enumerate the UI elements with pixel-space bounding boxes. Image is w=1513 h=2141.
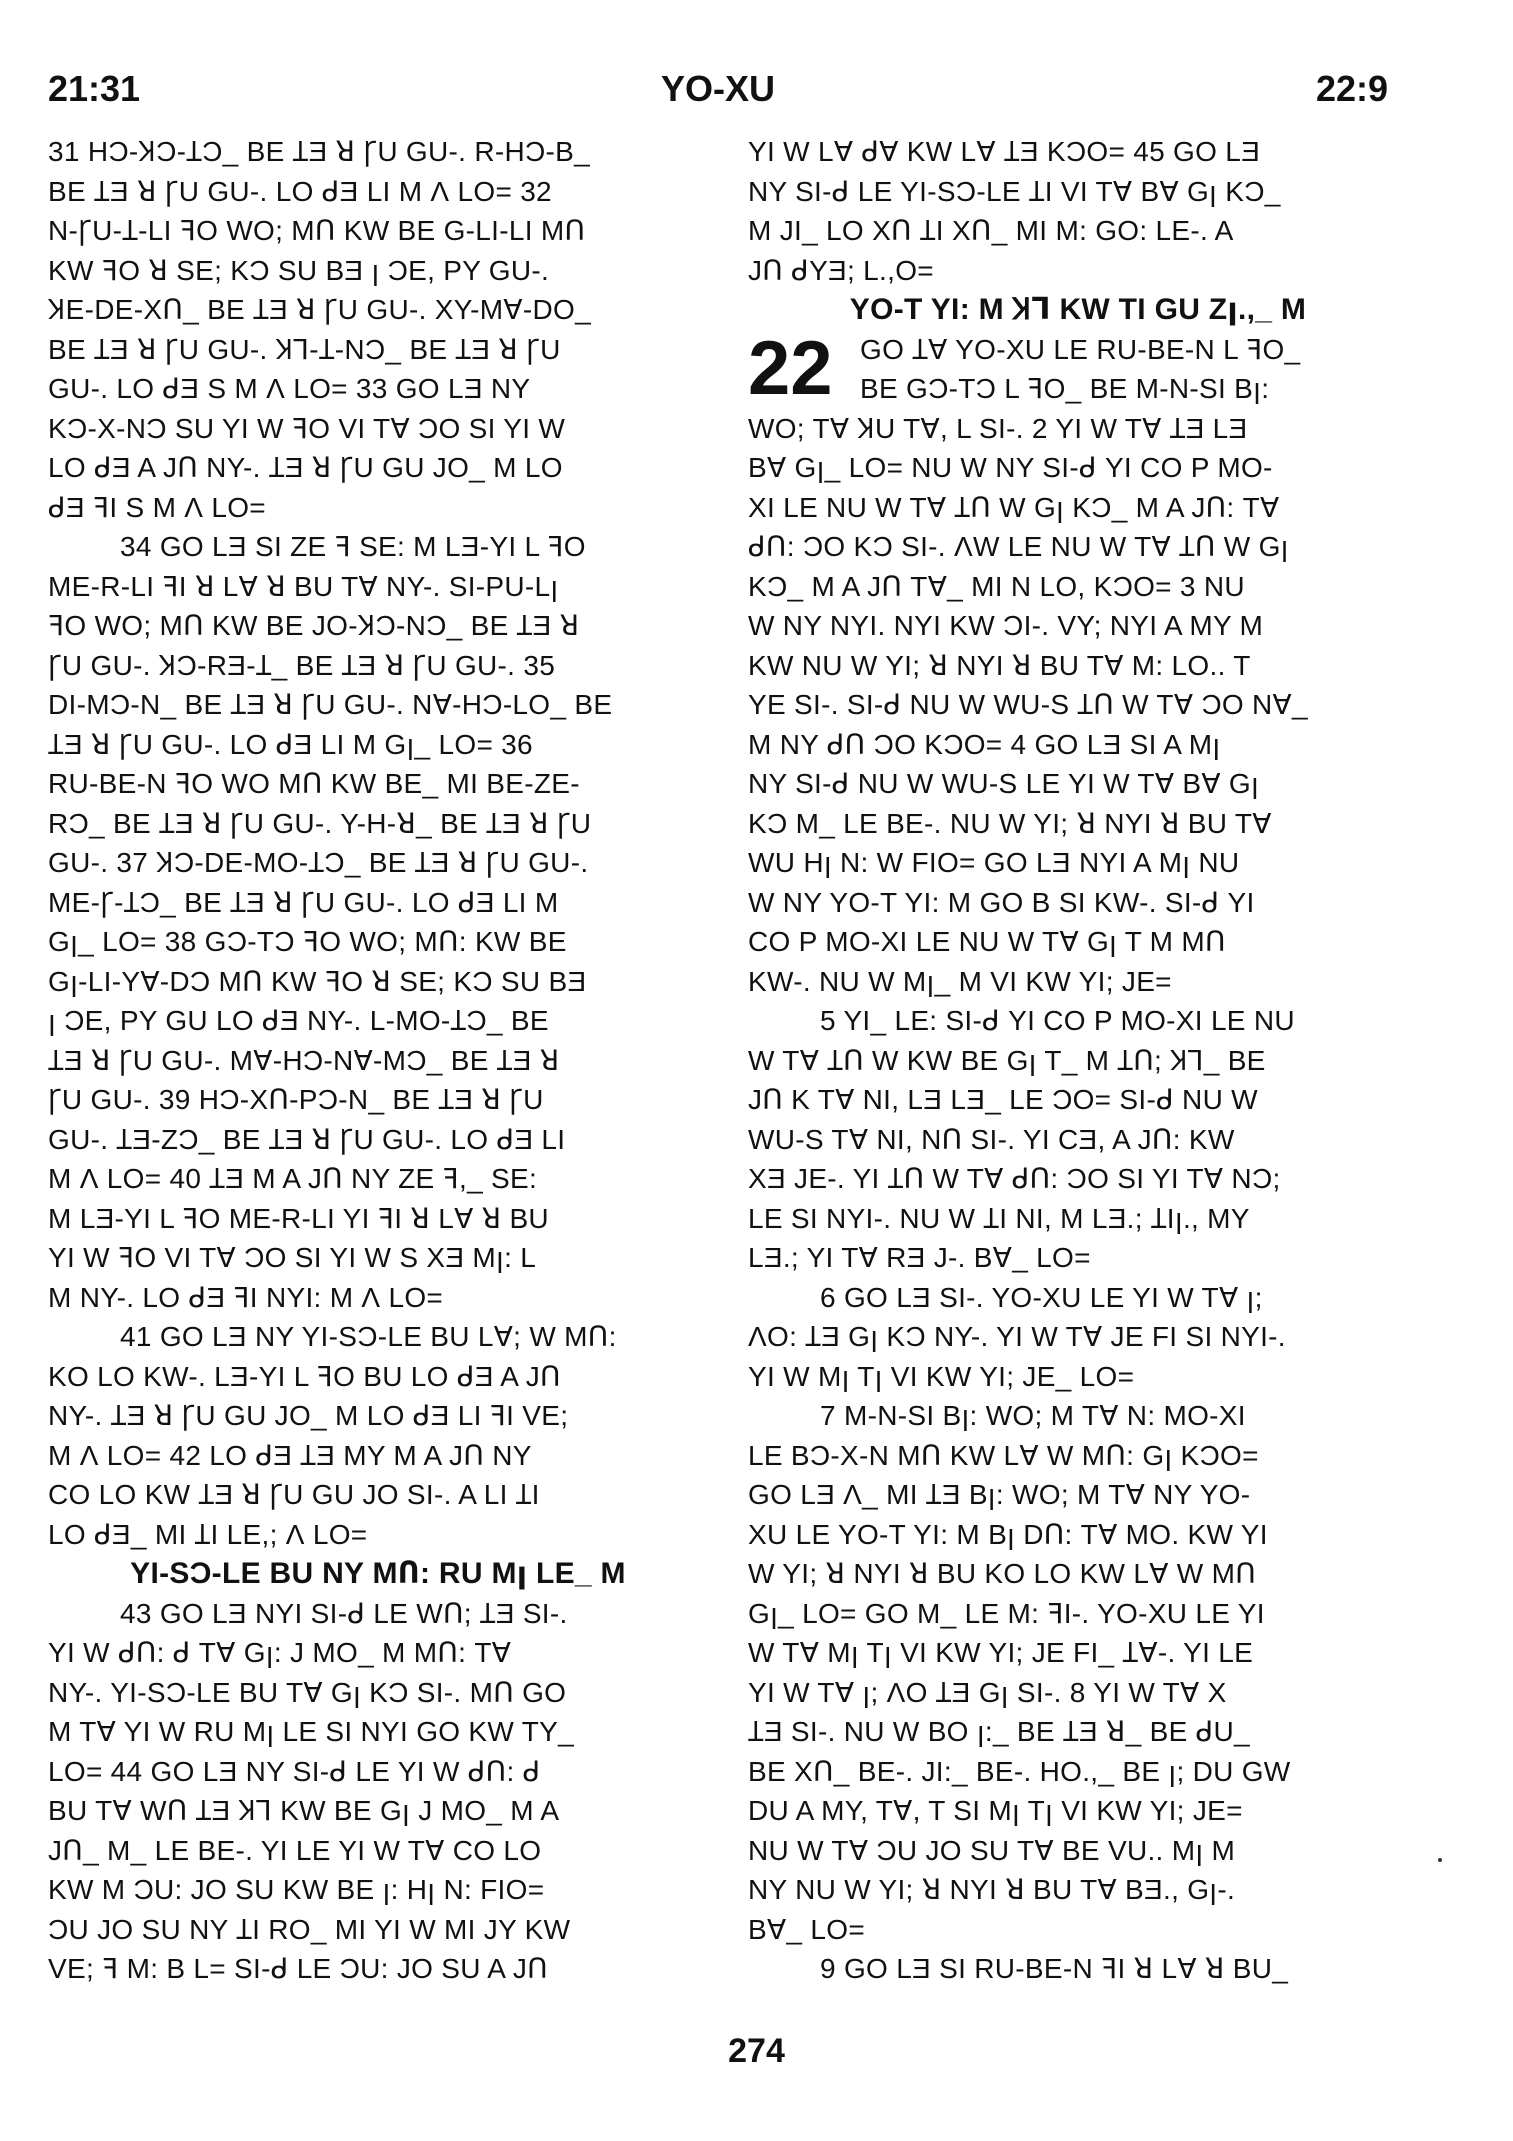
text-line: XI LE NU W TⱯ ꞱՈ W Gꞁ KƆ_ M A JՈ: TⱯ — [748, 491, 1280, 523]
text-line: M TⱯ YI W RU Mꞁ LE SI NYI GO KW TY_ — [48, 1716, 574, 1747]
text-line: W NY YO-T YI: M GO B SI KW-. SI-ᑯ YI — [748, 886, 1255, 918]
text-line: 41 GO LƎ NY YI-SƆ-LE BU LⱯ; W MՈ: — [120, 1321, 617, 1352]
text-line: Gꞁ_ LO= 38 GƆ-TƆ ꟻO WO; MՈ: KW BE — [48, 926, 567, 957]
text-line: M LƎ-YI L ꟻO ME-R-LI YI ꟻI ꓤ LⱯ ꓤ BU — [48, 1202, 549, 1234]
text-line: BⱯ Gꞁ_ LO= NU W NY SI-ᑯ YI CO P MO- — [748, 452, 1273, 483]
text-line: WU Hꞁ N: W FIO= GO LƎ NYI A Mꞁ NU — [748, 847, 1240, 878]
text-line: XU LE YO-T YI: M Bꞁ DՈ: TⱯ MO. KW YI — [748, 1518, 1268, 1550]
text-line: KO LO KW-. LƎ-YI L ꟻO BU LO ᑯƎ A JՈ — [48, 1360, 561, 1392]
text-line: Gꞁ-LI-YⱯ-DƆ MՈ KW ꟻO ꓤ SE; KƆ SU BƎ — [48, 965, 587, 997]
text-line: GO LƎ Ʌ_ MI ꞱƎ Bꞁ: WO; M TⱯ NY YO- — [748, 1479, 1251, 1510]
text-line: JՈ ᑯYƎ; L.,O= — [748, 254, 934, 286]
text-line: LE BƆ-X-N MՈ KW LⱯ W MՈ: Gꞁ KƆO= — [748, 1439, 1259, 1471]
text-line: BⱯ_ LO= — [748, 1913, 865, 1945]
text-line: JՈ_ M_ LE BE-. YI LE YI W TⱯ CO LO — [48, 1834, 542, 1866]
text-line: KƆ_ M A JՈ TⱯ_ MI N LO, KƆO= 3 NU — [748, 570, 1245, 602]
text-line: ɅO: ꞱƎ Gꞁ KƆ NY-. YI W TⱯ JE FI SI NYI-. — [748, 1321, 1286, 1352]
text-line: NY-. YI-SƆ-LE BU TⱯ Gꞁ KƆ SI-. MՈ GO — [48, 1676, 567, 1708]
chapter-text-line: BE GƆ-TƆ L ꟻO_ BE M-N-SI Bꞁ: — [860, 373, 1270, 404]
left-text-column — [48, 132, 708, 2002]
text-line: LO ᑯƎ_ MI ꞱI LE,; Ʌ LO= — [48, 1518, 368, 1550]
text-line: ꞱƎ ꓤ ꞄU GU-. MⱯ-HƆ-NⱯ-MƆ_ BE ꞱƎ ꓤ — [48, 1044, 560, 1076]
text-line: LO ᑯƎ A JՈ NY-. ꞱƎ ꓤ ꞄU GU JO_ M LO — [48, 452, 563, 483]
text-line: ꞁ ƆE, PY GU LO ᑯƎ NY-. L-MO-ꞱƆ_ BE — [48, 1005, 549, 1036]
text-line: LO= 44 GO LƎ NY SI-ᑯ LE YI W ᑯՈ: ᑯ — [48, 1755, 541, 1787]
text-line: LE SI NYI-. NU W ꞱI NI, M LƎ.; ꞱIꞁ., MY — [748, 1202, 1250, 1234]
text-line: 34 GO LƎ SI ZE ꟻ SE: M LƎ-YI L ꟻO — [120, 531, 586, 562]
text-line: 6 GO LƎ SI-. YO-XU LE YI W TⱯ ꞁ; — [820, 1281, 1263, 1313]
text-line: ꞱƎ ꓤ ꞄU GU-. LO ᑯƎ LI M Gꞁ_ LO= 36 — [48, 728, 533, 760]
text-line: NY SI-ᑯ LE YI-SƆ-LE ꞱI VI TⱯ BⱯ Gꞁ KƆ_ — [748, 175, 1281, 207]
text-line: ƆU JO SU NY ꞱI RO_ MI YI W MI JY KW — [48, 1913, 571, 1945]
text-line: 31 HƆ-ꞰƆ-ꞱƆ_ BE ꞱƎ ꓤ ꞄU GU-. R-HƆ-B_ — [48, 136, 590, 167]
page-number: 274 — [728, 2032, 785, 2070]
text-line: CO LO KW ꞱƎ ꓤ ꞄU GU JO SI-. A LI ꞱI — [48, 1479, 540, 1510]
text-line: DI-MƆ-N_ BE ꞱƎ ꓤ ꞄU GU-. NⱯ-HƆ-LO_ BE — [48, 689, 613, 720]
text-line: NU W TⱯ ƆU JO SU TⱯ BE VU.. Mꞁ M — [748, 1834, 1236, 1866]
text-line: NY SI-ᑯ NU W WU-S LE YI W TⱯ BⱯ Gꞁ — [748, 768, 1260, 799]
right-text-column — [748, 132, 1408, 2002]
text-line: RƆ_ BE ꞱƎ ꓤ ꞄU GU-. Y-H-ꓤ_ BE ꞱƎ ꓤ ꞄU — [48, 807, 592, 839]
text-line: YI W ᑯՈ: ᑯ TⱯ Gꞁ: J MO_ M MՈ: TⱯ — [48, 1637, 512, 1668]
section-heading: YO-T YI: M ꞰꞀ KW TI GU Zꞁ.,_ M — [849, 293, 1307, 326]
text-line: ᑯƎ ꟻI S M Ʌ LO= — [48, 491, 266, 523]
chapter-number: 22 — [748, 325, 833, 411]
text-line: LƎ.; YI TⱯ RƎ J-. BⱯ_ LO= — [748, 1242, 1091, 1273]
text-line: Gꞁ_ LO= GO M_ LE M: ꟻI-. YO-XU LE YI — [748, 1597, 1265, 1629]
text-line: W YI; ꓤ NYI ꓤ BU KO LO KW LⱯ W MՈ — [748, 1558, 1256, 1589]
stray-mark — [1438, 1858, 1442, 1862]
running-header — [48, 68, 1388, 118]
text-line: NY NU W YI; ꓤ NYI ꓤ BU TⱯ BƎ., Gꞁ-. — [748, 1874, 1236, 1905]
text-line: KW ꟻO ꓤ SE; KƆ SU BƎ ꞁ ƆE, PY GU-. — [48, 254, 550, 286]
text-line: GU-. LO ᑯƎ S M Ʌ LO= 33 GO LƎ NY — [48, 373, 531, 404]
section-heading: YI-SƆ-LE BU NY MՈ: RU Mꞁ LE_ M — [130, 1557, 626, 1590]
text-line: M Ʌ LO= 40 ꞱƎ M A JՈ NY ZE ꟻ,_ SE: — [48, 1163, 538, 1194]
text-line: 9 GO LƎ SI RU-BE-N ꟻI ꓤ LⱯ ꓤ BU_ — [820, 1953, 1289, 1984]
text-line: KW-. NU W Mꞁ_ M VI KW YI; JE= — [748, 965, 1172, 997]
chapter-start — [748, 325, 1408, 411]
text-line: N-ꞄU-Ʇ-LI ꟻO WO; MՈ KW BE G-LI-LI MՈ — [48, 215, 586, 246]
text-line: RU-BE-N ꟻO WO MՈ KW BE_ MI BE-ZE- — [48, 768, 580, 799]
header-left-reference: 21:31 — [48, 68, 141, 109]
text-line: ꞄU GU-. ꞰƆ-RƎ-Ʇ_ BE ꞱƎ ꓤ ꞄU GU-. 35 — [48, 649, 556, 681]
text-line: M NY-. LO ᑯƎ ꟻI NYI: M Ʌ LO= — [48, 1281, 444, 1313]
text-line: YI W ꟻO VI TⱯ ƆO SI YI W S XƎ Mꞁ: L — [48, 1242, 537, 1273]
header-book-title: YO-XU — [660, 68, 775, 109]
text-line: ᑯՈ: ƆO KƆ SI-. ɅW LE NU W TⱯ ꞱՈ W Gꞁ — [748, 531, 1289, 562]
text-line: WO; TⱯ ꞰU TⱯ, L SI-. 2 YI W TⱯ ꞱƎ LƎ — [748, 412, 1248, 444]
header-right-reference: 22:9 — [1315, 68, 1388, 109]
text-line: 7 M-N-SI Bꞁ: WO; M TⱯ N: MO-XI — [820, 1400, 1246, 1431]
text-line: M JI_ LO XՈ ꞱI XՈ_ MI M: GO: LE-. A — [748, 215, 1234, 246]
text-line: XƎ JE-. YI ꞱՈ W TⱯ ᑯՈ: ƆO SI YI TⱯ NƆ; — [748, 1163, 1281, 1194]
text-line: BE ꞱƎ ꓤ ꞄU GU-. ꞰꞀ-Ʇ-NƆ_ BE ꞱƎ ꓤ ꞄU — [48, 333, 561, 365]
text-line: DU A MY, TⱯ, T SI Mꞁ Tꞁ VI KW YI; JE= — [748, 1795, 1243, 1826]
text-line: BU TⱯ WՈ ꞱƎ ꞰꞀ KW BE Gꞁ J MO_ M A — [48, 1795, 560, 1826]
text-line: 5 YI_ LE: SI-ᑯ YI CO P MO-XI LE NU — [820, 1005, 1295, 1036]
text-line: KW M ƆU: JO SU KW BE ꞁ: Hꞁ N: FIO= — [48, 1874, 545, 1905]
text-line: YI W TⱯ ꞁ; ɅO ꞱƎ Gꞁ SI-. 8 YI W TⱯ X — [748, 1676, 1227, 1708]
text-line: W TⱯ ꞱՈ W KW BE Gꞁ T_ M ꞱՈ; ꞰꞀ_ BE — [748, 1044, 1266, 1076]
text-line: CO P MO-XI LE NU W TⱯ Gꞁ T M MՈ — [748, 926, 1226, 957]
text-line: BE ꞱƎ ꓤ ꞄU GU-. LO ᑯƎ LI M Ʌ LO= 32 — [48, 175, 552, 207]
text-line: ꞄU GU-. 39 HƆ-XՈ-PƆ-N_ BE ꞱƎ ꓤ ꞄU — [48, 1084, 544, 1115]
text-line: NY-. ꞱƎ ꓤ ꞄU GU JO_ M LO ᑯƎ LI ꟻI VE; — [48, 1400, 569, 1431]
text-line: M NY ᑯՈ ƆO KƆO= 4 GO LƎ SI A Mꞁ — [748, 728, 1221, 760]
text-line: ꟻO WO; MՈ KW BE JO-ꞰƆ-NƆ_ BE ꞱƎ ꓤ — [48, 610, 580, 641]
text-line: W NY NYI. NYI KW ƆI-. VY; NYI A MY M — [748, 610, 1264, 641]
text-line: WU-S TⱯ NI, NՈ SI-. YI CƎ, A JՈ: KW — [748, 1123, 1235, 1155]
text-line: YI W LⱯ ᑯⱯ KW LⱯ ꞱƎ KƆO= 45 GO LƎ — [748, 136, 1261, 167]
chapter-text-line: GO ꞱⱯ YO-XU LE RU-BE-N L ꟻO_ — [860, 333, 1301, 365]
text-line: KƆ-X-NƆ SU YI W ꟻO VI TⱯ ƆO SI YI W — [48, 412, 566, 444]
text-line: VE; ꟻ M: B L= SI-ᑯ LE ƆU: JO SU A JՈ — [48, 1953, 548, 1984]
text-line: KƆ M_ LE BE-. NU W YI; ꓤ NYI ꓤ BU TⱯ — [748, 807, 1272, 839]
text-line: W TⱯ Mꞁ Tꞁ VI KW YI; JE FI_ ꞱⱯ-. YI LE — [748, 1637, 1254, 1668]
text-line: YE SI-. SI-ᑯ NU W WU-S ꞱՈ W TⱯ ƆO NⱯ_ — [748, 689, 1308, 720]
text-line: M Ʌ LO= 42 LO ᑯƎ ꞱƎ MY M A JՈ NY — [48, 1439, 532, 1471]
text-line: GU-. ꞱƎ-ZƆ_ BE ꞱƎ ꓤ ꞄU GU-. LO ᑯƎ LI — [48, 1123, 566, 1155]
text-line: JՈ K TⱯ NI, LƎ LƎ_ LE ƆO= SI-ᑯ NU W — [748, 1084, 1258, 1115]
text-line: 43 GO LƎ NYI SI-ᑯ LE WՈ; ꞱƎ SI-. — [120, 1597, 568, 1629]
text-line: BE XՈ_ BE-. JI:_ BE-. HO.,_ BE ꞁ; DU GW — [748, 1755, 1291, 1787]
text-line: ME-Ꞅ-ꞱƆ_ BE ꞱƎ ꓤ ꞄU GU-. LO ᑯƎ LI M — [48, 886, 559, 918]
text-line: ꞱƎ SI-. NU W BO ꞁ:_ BE ꞱƎ ꓤ_ BE ᑯU_ — [748, 1716, 1250, 1747]
text-line: GU-. 37 ꞰƆ-DE-MO-ꞱƆ_ BE ꞱƎ ꓤ ꞄU GU-. — [48, 847, 589, 878]
text-line: KW NU W YI; ꓤ NYI ꓤ BU TⱯ M: LO.. T — [748, 649, 1251, 681]
text-line: ꞰE-DE-XՈ_ BE ꞱƎ ꓤ ꞄU GU-. XY-MⱯ-DO_ — [48, 294, 591, 325]
text-line: YI W Mꞁ Tꞁ VI KW YI; JE_ LO= — [748, 1360, 1135, 1392]
text-line: ME-R-LI ꟻI ꓤ LⱯ ꓤ BU TⱯ NY-. SI-PU-Lꞁ — [48, 570, 559, 602]
